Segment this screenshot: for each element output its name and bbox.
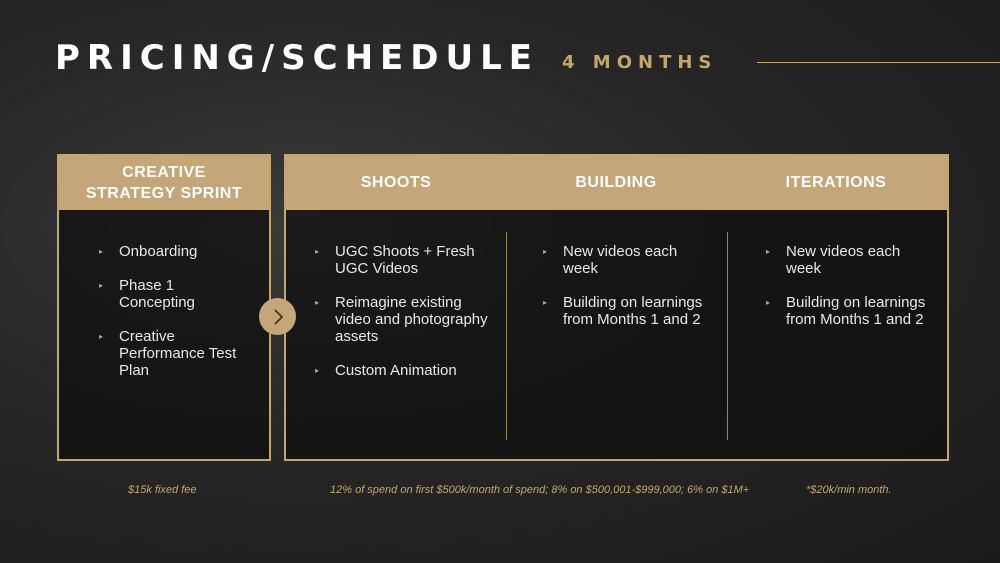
list-item: ▸ New videos each week xyxy=(766,243,901,277)
column-heading-shoots: SHOOTS xyxy=(360,174,432,191)
list-item: ▸ UGC Shoots + Fresh UGC Videos xyxy=(315,243,475,277)
chevron-right-icon-glyph xyxy=(271,308,285,326)
triangle-bullet-icon: ▸ xyxy=(766,247,771,256)
list-item: ▸ Custom Animation xyxy=(315,362,457,379)
schedule-panel xyxy=(284,154,949,461)
column-divider xyxy=(506,232,507,440)
triangle-bullet-icon: ▸ xyxy=(99,332,104,341)
column-heading-building: BUILDING xyxy=(575,174,657,191)
page-subtitle: 4 MONTHS xyxy=(562,52,718,73)
list-item: ▸ Creative Performance Test Plan xyxy=(99,328,237,379)
triangle-bullet-icon: ▸ xyxy=(315,366,320,375)
column-heading-iterations: ITERATIONS xyxy=(785,174,887,191)
creative-strategy-sprint-panel xyxy=(57,154,271,461)
minimum-month-note: *$20k/min month. xyxy=(806,484,892,496)
triangle-bullet-icon: ▸ xyxy=(766,298,771,307)
iterations-item-list xyxy=(766,243,926,345)
spend-pricing-note: 12% of spend on first $500k/month of spend; 8% on $500,001-$999,000; 6% on $1M+ xyxy=(330,484,750,496)
triangle-bullet-icon: ▸ xyxy=(315,298,320,307)
list-item: ▸ Building on learnings from Months 1 and 2 xyxy=(543,294,703,328)
column-heading-creative-strategy-sprint: CREATIVE STRATEGY SPRINT xyxy=(85,164,243,202)
list-item: ▸ Reimagine existing video and photography assets xyxy=(315,294,488,345)
sprint-item-list xyxy=(99,243,249,396)
building-item-list xyxy=(543,243,703,345)
triangle-bullet-icon: ▸ xyxy=(315,247,320,256)
triangle-bullet-icon: ▸ xyxy=(99,247,104,256)
title-divider-line xyxy=(757,62,1000,63)
page-title: PRICING/SCHEDULE xyxy=(55,38,539,78)
chevron-right-icon xyxy=(259,298,296,335)
list-item: ▸ Onboarding xyxy=(99,243,198,260)
shoots-item-list xyxy=(315,243,495,396)
triangle-bullet-icon: ▸ xyxy=(543,247,548,256)
triangle-bullet-icon: ▸ xyxy=(99,281,104,290)
column-divider xyxy=(727,232,728,440)
list-item: ▸ New videos each week xyxy=(543,243,678,277)
list-item: ▸ Building on learnings from Months 1 and 2 xyxy=(766,294,926,328)
sprint-fee-note: $15k fixed fee xyxy=(128,484,197,496)
triangle-bullet-icon: ▸ xyxy=(543,298,548,307)
list-item: ▸ Phase 1 Concepting xyxy=(99,277,195,311)
